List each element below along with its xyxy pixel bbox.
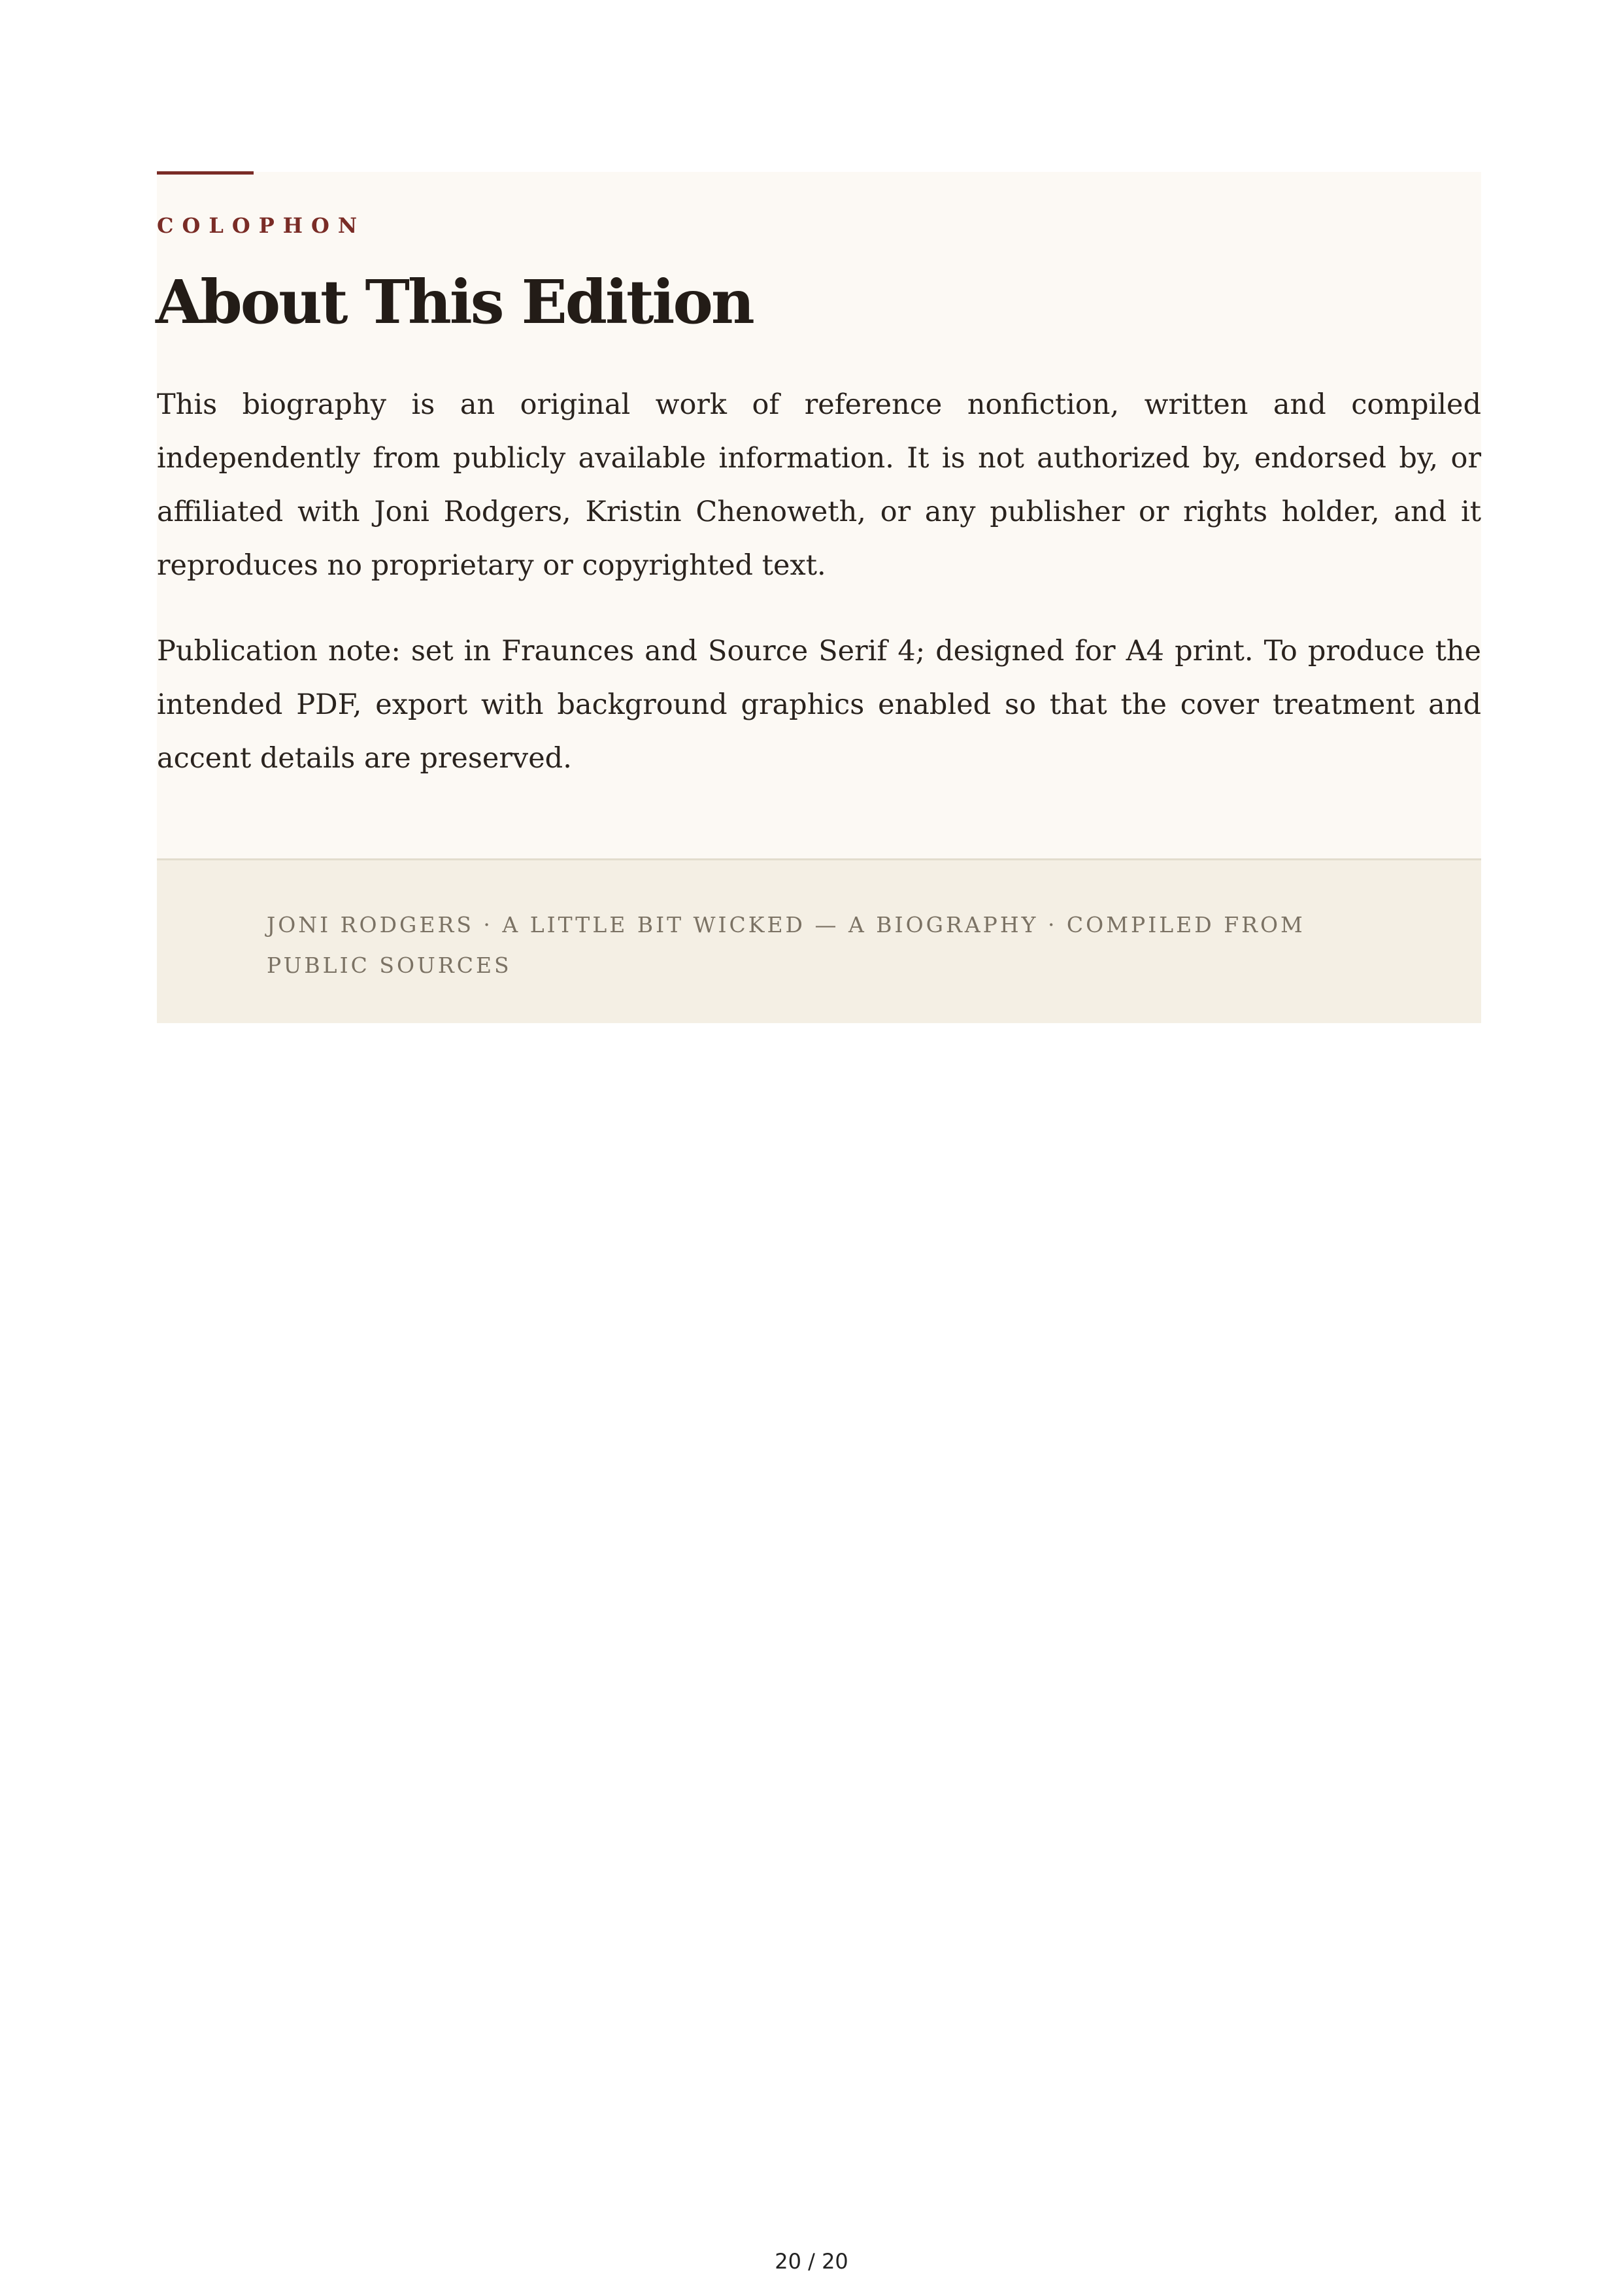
page-title: About This Edition [156,267,753,337]
accent-rule [157,171,254,175]
running-footer-band [157,858,1481,1023]
page-number: 20 / 20 [775,2249,848,2274]
running-footer-text: JONI RODGERS · A LITTLE BIT WICKED — A BIOGRAPHY · COMPILED FROM PUBLIC SOURCES [267,912,1305,978]
disclaimer-paragraph: This biography is an original work of reference nonfiction, written and compiled independently from publicly available information. It is not authorized by, endorsed by, or affiliated with Joni Rodgers, Kristin Chenoweth, or any publisher or rights holder, and it reproduces no proprietary or copyrighted text. [157,388,1481,582]
section-eyebrow: COLOPHON [157,213,366,238]
publication-note-paragraph: Publication note: set in Fraunces and Source Serif 4; designed for A4 print. To produce the intended PDF, export with background graphics enabled so that the cover treatment and accent details are preserved. [157,635,1481,775]
